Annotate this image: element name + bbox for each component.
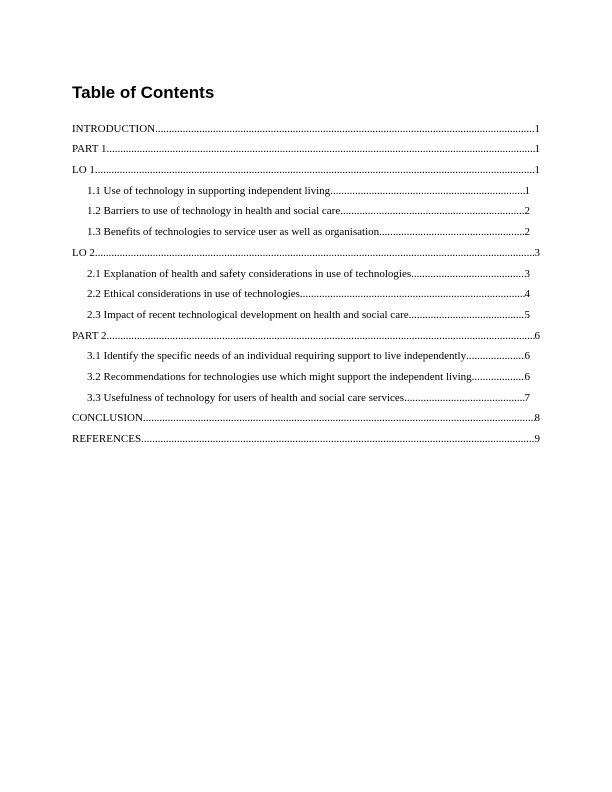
toc-entry-lo-1[interactable] (72, 156, 542, 177)
toc-entry-text: 3.1 Identify the specific needs of an individual requiring support to live independently (87, 350, 467, 363)
toc-page-number: 8 (534, 412, 540, 425)
toc-dot-leader (95, 246, 535, 260)
toc-entry-part-1[interactable] (72, 136, 542, 157)
toc-list (72, 115, 542, 446)
toc-entry-references[interactable] (72, 425, 542, 446)
toc-dot-leader (404, 391, 524, 405)
toc-page-number: 7 (524, 391, 530, 404)
toc-entry-1-2[interactable] (72, 198, 542, 219)
toc-page-number: 1 (534, 122, 540, 135)
toc-page-number: 1 (534, 164, 540, 177)
toc-entry-text: 3.2 Recommendations for technologies use which might support the independent living (87, 370, 472, 383)
toc-entry-2-2[interactable] (72, 281, 542, 302)
toc-dot-leader (155, 122, 534, 136)
toc-entry-3-2[interactable] (72, 363, 542, 384)
toc-entry-part-2[interactable] (72, 322, 542, 343)
toc-entry-text: LO 1 (72, 164, 95, 177)
toc-dot-leader (141, 432, 534, 446)
toc-entry-1-1[interactable] (72, 177, 542, 198)
toc-entry-text: PART 2 (72, 329, 107, 342)
toc-dot-leader (143, 411, 535, 425)
toc-page-number: 2 (524, 226, 530, 239)
toc-entry-3-1[interactable] (72, 343, 542, 364)
toc-entry-text: 1.1 Use of technology in supporting independent living (87, 184, 331, 197)
toc-page-number: 1 (534, 143, 540, 156)
toc-entry-text: 1.2 Barriers to use of technology in health and social care (87, 205, 341, 218)
toc-dot-leader (379, 225, 524, 239)
toc-dot-leader (411, 267, 524, 281)
toc-page-number: 6 (524, 370, 530, 383)
toc-entry-text: INTRODUCTION (72, 122, 156, 135)
toc-title: Table of Contents (72, 83, 215, 102)
toc-page-number: 3 (534, 246, 540, 259)
toc-entry-2-3[interactable] (72, 301, 542, 322)
toc-entry-2-1[interactable] (72, 260, 542, 281)
toc-entry-text: 1.3 Benefits of technologies to service user as well as organisation (87, 226, 380, 239)
toc-dot-leader (340, 204, 524, 218)
toc-dot-leader (472, 370, 525, 384)
toc-dot-leader (300, 287, 525, 301)
toc-dot-leader (107, 142, 535, 156)
toc-entry-text: 2.2 Ethical considerations in use of technologies (87, 288, 300, 301)
toc-entry-1-3[interactable] (72, 218, 542, 239)
toc-entry-text: 2.1 Explanation of health and safety considerations in use of technologies (87, 267, 412, 280)
toc-page-number: 6 (534, 329, 540, 342)
toc-dot-leader (466, 349, 524, 363)
toc-page-number: 6 (524, 350, 530, 363)
toc-page-number: 5 (524, 308, 530, 321)
toc-page-number: 4 (524, 288, 530, 301)
toc-page-number: 3 (524, 267, 530, 280)
toc-entry-introduction[interactable] (72, 115, 542, 136)
toc-entry-text: LO 2 (72, 246, 95, 259)
toc-dot-leader (107, 329, 535, 343)
toc-entry-text: REFERENCES (72, 433, 142, 445)
toc-entry-conclusion[interactable] (72, 405, 542, 426)
toc-page-number: 2 (524, 205, 530, 218)
toc-entry-3-3[interactable] (72, 384, 542, 405)
toc-entry-text: 3.3 Usefulness of technology for users of health and social care services (87, 391, 405, 404)
toc-entry-text: PART 1 (72, 143, 107, 156)
toc-dot-leader (409, 308, 525, 322)
toc-page-number: 1 (524, 184, 530, 197)
toc-entry-text: 2.3 Impact of recent technological development on health and social care (87, 308, 409, 321)
toc-entry-text: CONCLUSION (72, 412, 143, 425)
toc-dot-leader (95, 163, 535, 177)
toc-dot-leader (330, 184, 524, 198)
toc-entry-lo-2[interactable] (72, 239, 542, 260)
toc-page-number: 9 (534, 433, 540, 445)
